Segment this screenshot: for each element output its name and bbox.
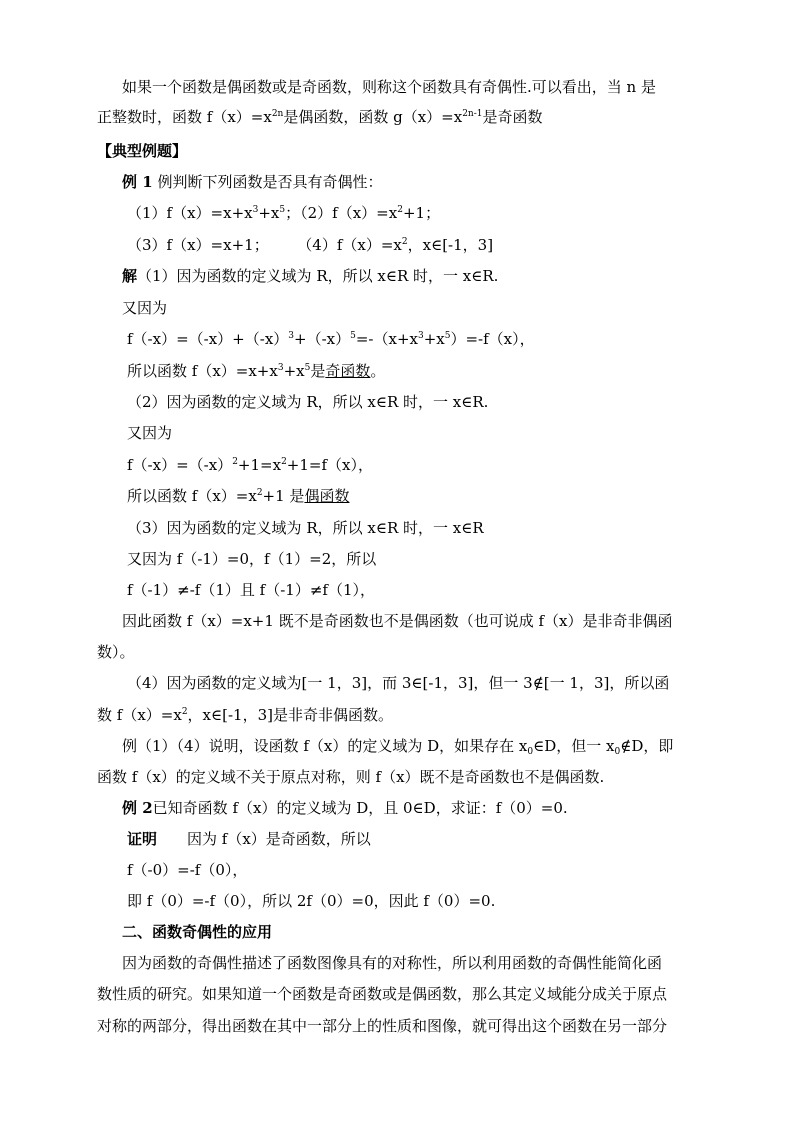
intro-line-1: 如果一个函数是偶函数或是奇函数，则称这个函数具有奇偶性.可以看出，当 n 是 [122, 78, 656, 96]
proof-equation-2: 即 f（0）=-f（0），所以 2f（0）=0，因此 f（0）=0. [127, 892, 496, 910]
solution-again-1: 又因为 [122, 299, 168, 317]
solution-part-3: （3）因为函数的定义域为 R，所以 x∈R 时，一 x∈R [127, 519, 484, 537]
conclusion-1: 所以函数 $f(x)=x+x^3+x^5$是奇函数。 [127, 362, 386, 380]
proof-line: 证明 因为 f（x）是奇函数，所以 [127, 830, 371, 848]
solution-part-4-end: 数 $f(x)=x^2$，x∈[-1，3]是非奇非偶函数。 [97, 706, 393, 724]
solution-part-3-conclusion-end: 数）。 [97, 643, 135, 661]
section-heading-typical: 【典型例题】 [97, 142, 188, 160]
example-1-title: 例 1 例判断下列函数是否具有奇偶性： [122, 173, 383, 191]
example-1-items-row1: $(1)f(x)=x+x^3+x^5$；$(2)f(x)=x^2+1$； [127, 204, 441, 222]
intro-line-2: 正整数时，函数 $f(x)=x^{2n}$是偶函数，函数 $g(x)=x^{2n-1}$是奇函数 [97, 108, 543, 126]
example-2-statement: 例 2已知奇函数 f（x）的定义域为 D，且 0∈D，求证：f（0）=0. [122, 799, 568, 817]
proof-equation-1: f（-0）=-f（0）， [127, 861, 248, 879]
equation-1: $f(-x)=(-x)+(-x)^3+(-x)^5=-(x+x^3+x^5)=-f(x)$， [127, 330, 535, 348]
application-paragraph-line-2: 数性质的研究。如果知道一个函数是奇函数或是偶函数，那么其定义域能分成关于原点 [97, 985, 668, 1003]
solution-part-3-conclusion: 因此函数 f（x）=x+1 既不是奇函数也不是偶函数（也可说成 f（x）是非奇非偶函 [122, 612, 673, 630]
application-paragraph-line-1: 因为函数的奇偶性描述了函数图像具有的对称性，所以利用函数的奇偶性能简化函 [122, 954, 663, 972]
example-1-items-row2: （3）f（x）=x+1； $(4)f(x)=x^2$，x∈[-1，3] [127, 236, 494, 254]
conclusion-2: 所以函数 $f(x)=x^2+1$ 是偶函数 [127, 487, 350, 505]
solution-part-1: 解（1）因为函数的定义域为 R，所以 x∈R 时，一 x∈R. [122, 267, 499, 285]
solution-part-4: （4）因为函数的定义域为[一 1，3]，而 3∈[-1，3]，但一 3∉[一 1，3]，所以函 [127, 674, 670, 692]
solution-part-3-inequality: f（-1）≠-f（1）且 f（-1）≠f（1）， [127, 581, 375, 599]
solution-part-2: （2）因为函数的定义域为 R，所以 x∈R 时，一 x∈R. [127, 393, 489, 411]
solution-again-2: 又因为 [127, 424, 173, 442]
solution-part-3-values: 又因为 f（-1）=0，f（1）=2，所以 [127, 550, 377, 568]
section-heading-application: 二、函数奇偶性的应用 [122, 923, 273, 941]
equation-2: $f(-x)=(-x)^2+1=x^2+1=f(x)$， [127, 456, 373, 474]
application-paragraph-line-3: 对称的两部分，得出函数在其中一部分上的性质和图像，就可得出这个函数在另一部分 [97, 1017, 668, 1035]
note-line-1: 例（1）（4）说明，设函数 f（x）的定义域为 D，如果存在 $x_0\in D$，但一 $x_0\notin D$，即 [122, 737, 674, 757]
note-line-2: 函数 f（x）的定义域不关于原点对称，则 f（x）既不是奇函数也不是偶函数. [97, 768, 605, 786]
